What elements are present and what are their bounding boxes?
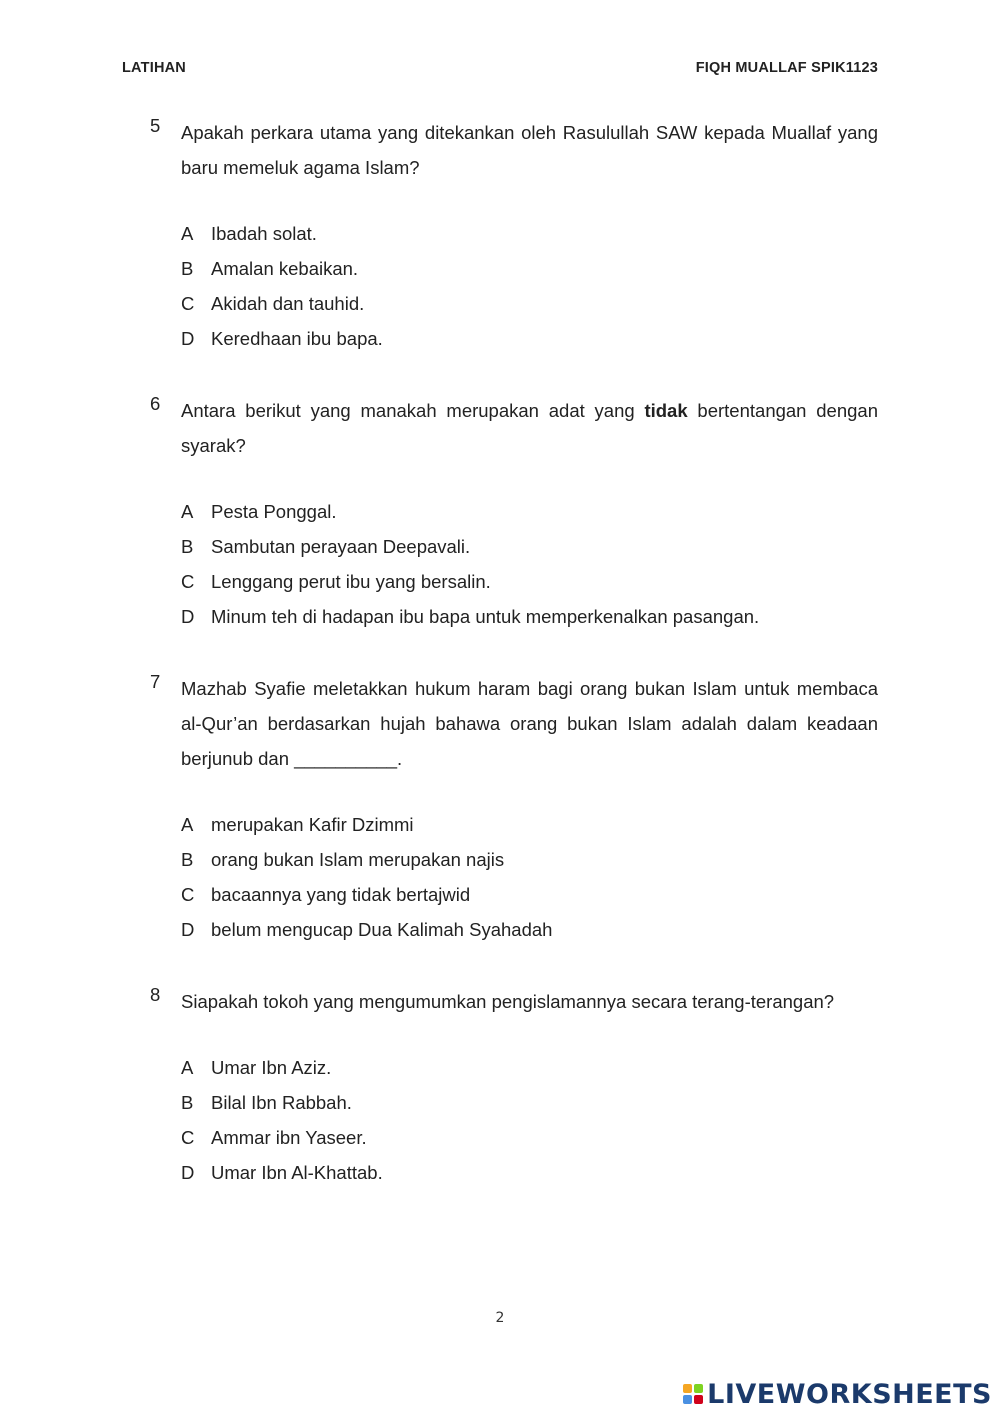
brand-name: LIVEWORKSHEETS: [707, 1378, 992, 1410]
option-text: Lenggang perut ibu yang bersalin.: [211, 571, 491, 592]
option-text: Akidah dan tauhid.: [211, 293, 365, 314]
option-text: Pesta Ponggal.: [211, 501, 337, 522]
option-b[interactable]: [181, 842, 878, 877]
question-number: 8: [150, 984, 161, 1005]
option-letter: C: [181, 571, 195, 592]
page-header-left: LATIHAN: [122, 60, 186, 76]
option-letter: A: [181, 501, 194, 522]
option-text: Keredhaan ibu bapa.: [211, 328, 383, 349]
question-text: Siapakah tokoh yang mengumumkan pengislamannya secara terang-terangan?: [181, 991, 835, 1012]
question-number: 7: [150, 671, 161, 692]
option-text: belum mengucap Dua Kalimah Syahadah: [211, 919, 553, 940]
option-c[interactable]: [181, 877, 878, 912]
option-a[interactable]: [181, 216, 878, 251]
question-number: 5: [150, 115, 161, 136]
page-number: 2: [495, 1310, 505, 1326]
option-d[interactable]: [181, 321, 878, 356]
question-7: [150, 671, 878, 947]
option-letter: A: [181, 223, 194, 244]
logo-square-icon: [683, 1384, 692, 1393]
question-text: Apakah perkara utama yang ditekankan oleh Rasulullah SAW kepada Muallaf yang baru memeluk agama Islam?: [181, 122, 878, 178]
option-a[interactable]: [181, 807, 878, 842]
option-letter: B: [181, 258, 194, 279]
option-letter: A: [181, 814, 194, 835]
option-letter: D: [181, 328, 195, 349]
answer-options: [181, 1050, 878, 1190]
option-text: Amalan kebaikan.: [211, 258, 359, 279]
option-letter: B: [181, 1092, 194, 1113]
option-letter: C: [181, 884, 195, 905]
option-b[interactable]: [181, 1085, 878, 1120]
option-text: bacaannya yang tidak bertajwid: [211, 884, 471, 905]
logo-square-icon: [694, 1384, 703, 1393]
option-letter: C: [181, 1127, 195, 1148]
option-a[interactable]: [181, 494, 878, 529]
option-text: Bilal Ibn Rabbah.: [211, 1092, 352, 1113]
option-letter: C: [181, 293, 195, 314]
option-b[interactable]: [181, 529, 878, 564]
question-text: Mazhab Syafie meletakkan hukum haram bagi orang bukan Islam untuk membaca al-Qur’an berdasarkan hujah bahawa orang bukan Islam adalah dalam keadaan berjunub dan __________.: [181, 678, 878, 769]
option-letter: D: [181, 606, 195, 627]
option-text: Ibadah solat.: [211, 223, 317, 244]
option-text: Minum teh di hadapan ibu bapa untuk memperkenalkan pasangan.: [211, 606, 760, 627]
option-letter: B: [181, 849, 194, 870]
option-text: orang bukan Islam merupakan najis: [211, 849, 505, 870]
liveworksheets-logo-icon: [683, 1384, 703, 1404]
option-a[interactable]: [181, 1050, 878, 1085]
option-c[interactable]: [181, 564, 878, 599]
option-b[interactable]: [181, 251, 878, 286]
page-header-right: FIQH MUALLAF SPIK1123: [695, 60, 878, 76]
option-letter: B: [181, 536, 194, 557]
liveworksheets-brand[interactable]: [683, 1379, 992, 1409]
question-number: 6: [150, 393, 161, 414]
option-letter: D: [181, 919, 195, 940]
question-6: [150, 393, 878, 634]
option-text: merupakan Kafir Dzimmi: [211, 814, 414, 835]
logo-square-icon: [694, 1395, 703, 1404]
question-text: Antara berikut yang manakah merupakan adat yang tidak bertentangan dengan syarak?: [181, 400, 878, 456]
option-text: Umar Ibn Aziz.: [211, 1057, 332, 1078]
answer-options: [181, 216, 878, 356]
option-c[interactable]: [181, 286, 878, 321]
question-5: [150, 115, 878, 356]
option-letter: A: [181, 1057, 194, 1078]
answer-options: [181, 494, 878, 634]
option-d[interactable]: [181, 912, 878, 947]
logo-square-icon: [683, 1395, 692, 1404]
option-text: Ammar ibn Yaseer.: [211, 1127, 367, 1148]
question-8: [150, 984, 878, 1190]
option-text: Umar Ibn Al-Khattab.: [211, 1162, 383, 1183]
answer-options: [181, 807, 878, 947]
option-c[interactable]: [181, 1120, 878, 1155]
option-d[interactable]: [181, 599, 878, 634]
option-letter: D: [181, 1162, 195, 1183]
option-d[interactable]: [181, 1155, 878, 1190]
emphasis-word: tidak: [644, 400, 688, 421]
option-text: Sambutan perayaan Deepavali.: [211, 536, 471, 557]
